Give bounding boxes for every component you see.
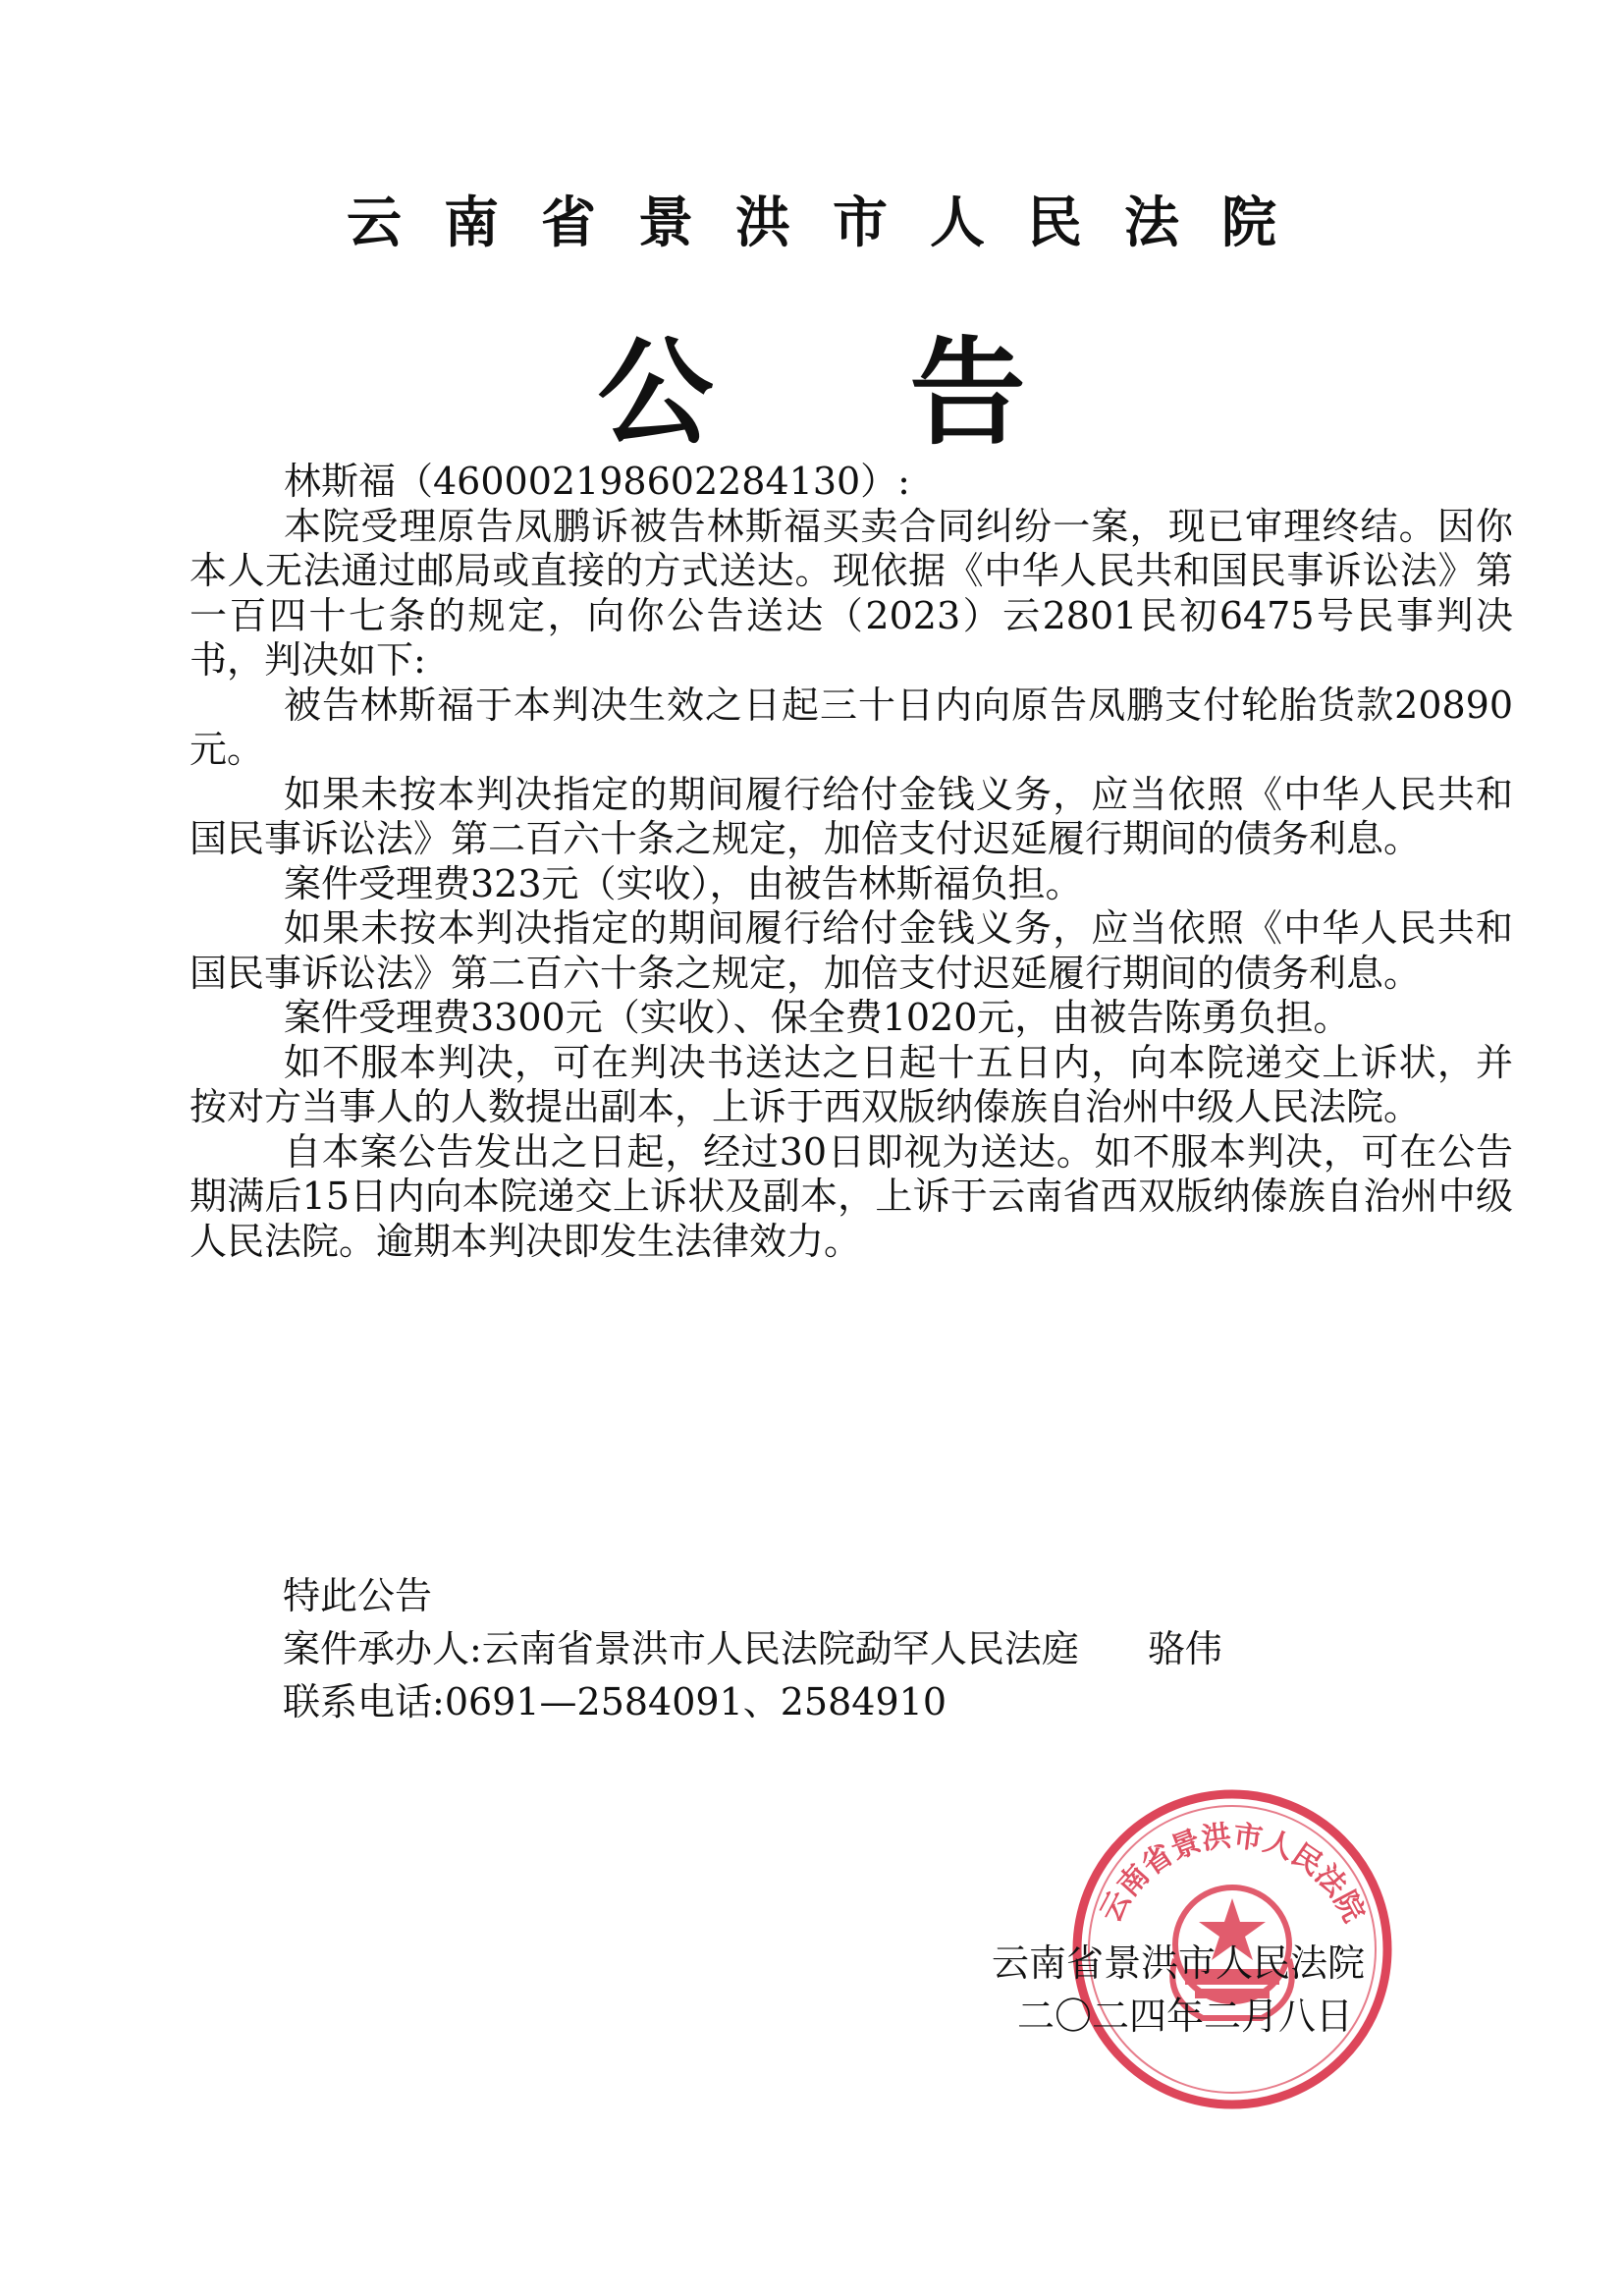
signature-court: 云南省景洪市人民法院 — [992, 1941, 1366, 1985]
body-paragraph: 案件受理费3300元（实收）、保全费1020元，由被告陈勇负担。 — [284, 996, 1351, 1039]
phone-label: 联系电话: — [283, 1680, 445, 1723]
body-paragraph: 案件受理费323元（实收），由被告林斯福负担。 — [284, 861, 1083, 905]
body-paragraph: 如果未按本判决指定的期间履行给付金钱义务，应当依照《中华人民共和国民事诉讼法》第二百六十条之规定，加倍支付迟延履行期间的债务利息。 — [189, 906, 1513, 995]
handler-label: 案件承办人: — [283, 1627, 482, 1670]
notice-title: 公告 — [597, 325, 1222, 461]
body-paragraph: 如果未按本判决指定的期间履行给付金钱义务，应当依照《中华人民共和国民事诉讼法》第二百六十条之规定，加倍支付迟延履行期间的债务利息。 — [189, 772, 1513, 860]
signature-block — [992, 1937, 1453, 2043]
handler-value: 云南省景洪市人民法院勐罕人民法庭 — [481, 1627, 1079, 1670]
body-paragraph: 本院受理原告凤鹏诉被告林斯福买卖合同纠纷一案，现已审理终结。因你本人无法通过邮局或直接的方式送达。现依据《中华人民共和国民事诉讼法》第一百四十七条的规定，向你公告送达（2023）云2801民初6475号民事判决书，判决如下: — [189, 504, 1513, 682]
phone-value: 0691—2584091、2584910 — [444, 1680, 947, 1723]
seal-text: 云南省景洪市人民法院 — [1093, 1819, 1372, 1929]
handler-line — [283, 1622, 1559, 1675]
phone-line — [283, 1675, 1559, 1728]
closing-block — [283, 1569, 1559, 1728]
addressee-line: 林斯福（460002198602284130）: — [284, 460, 910, 503]
handler-name: 骆伟 — [1147, 1627, 1222, 1670]
body-paragraph: 如不服本判决，可在判决书送达之日起十五日内，向本院递交上诉状，并按对方当事人的人数提出副本，上诉于西双版纳傣族自治州中级人民法院。 — [189, 1040, 1513, 1128]
signature-date: 二〇二四年二月八日 — [1017, 1995, 1354, 2038]
notice-body — [189, 460, 1513, 1264]
special-notice-line: 特此公告 — [283, 1574, 433, 1617]
body-paragraph: 被告林斯福于本判决生效之日起三十日内向原告凤鹏支付轮胎货款20890元。 — [189, 683, 1513, 771]
court-name-heading: 云南省景洪市人民法院 — [347, 191, 1319, 255]
body-paragraph: 自本案公告发出之日起，经过30日即视为送达。如不服本判决，可在公告期满后15日内向本院递交上诉状及副本，上诉于云南省西双版纳傣族自治州中级人民法院。逾期本判决即发生法律效力。 — [189, 1129, 1513, 1263]
